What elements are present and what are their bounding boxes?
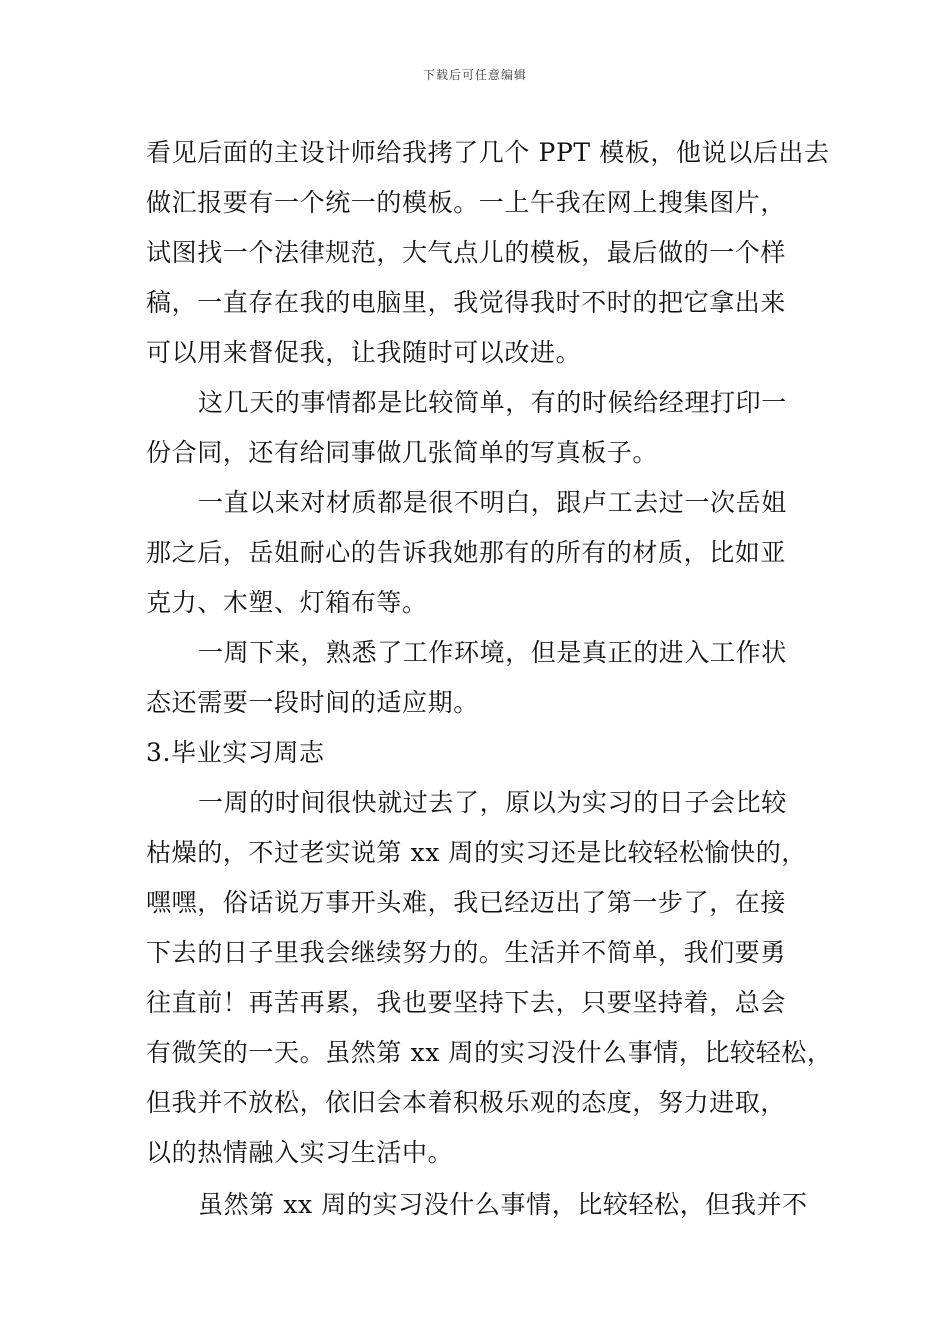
text-line: 但我并不放松，依旧会本着积极乐观的态度，努力进取， [146,1088,787,1117]
paragraph-start-line: 虽然第 xx 周的实习没什么事情，比较轻松，但我并不 [198,1190,808,1219]
text-line: 可以用来督促我，让我随时可以改进。 [146,338,582,367]
text-line: 看见后面的主设计师给我拷了几个 PPT 模板，他说以后出去 [146,138,830,167]
text-line: 份合同，还有给同事做几张简单的写真板子。 [146,438,659,467]
paragraph-start-line: 一周下来，熟悉了工作环境，但是真正的进入工作状 [198,638,787,667]
text-line: 稿，一直存在我的电脑里，我觉得我时不时的把它拿出来 [146,288,787,317]
text-line: 试图找一个法律规范，大气点儿的模板，最后做的一个样 [146,238,787,267]
text-line: 克力、木塑、灯箱布等。 [146,588,428,617]
text-line: 嘿嘿，俗话说万事开头难，我已经迈出了第一步了，在接 [146,888,787,917]
text-line: 下去的日子里我会继续努力的。生活并不简单，我们要勇 [146,938,787,967]
text-line: 那之后，岳姐耐心的告诉我她那有的所有的材质，比如亚 [146,538,787,567]
document-body [146,128,833,1230]
text-line: 枯燥的，不过老实说第 xx 周的实习还是比较轻松愉快的， [146,838,807,867]
text-line: 以的热情融入实习生活中。 [146,1138,454,1167]
text-line: 态还需要一段时间的适应期。 [146,688,479,717]
paragraph-start-line: 一直以来对材质都是很不明白，跟卢工去过一次岳姐 [198,488,787,517]
section-heading: 3.毕业实习周志 [146,738,325,767]
page-header-note: 下载后可任意编辑 [422,68,527,82]
text-line: 做汇报要有一个统一的模板。一上午我在网上搜集图片， [146,188,787,217]
paragraph-start-line: 一周的时间很快就过去了，原以为实习的日子会比较 [198,788,787,817]
text-line: 有微笑的一天。虽然第 xx 周的实习没什么事情，比较轻松， [146,1038,833,1067]
text-line: 往直前！再苦再累，我也要坚持下去，只要坚持着，总会 [146,988,787,1017]
paragraph-start-line: 这几天的事情都是比较简单，有的时候给经理打印一 [198,388,787,417]
